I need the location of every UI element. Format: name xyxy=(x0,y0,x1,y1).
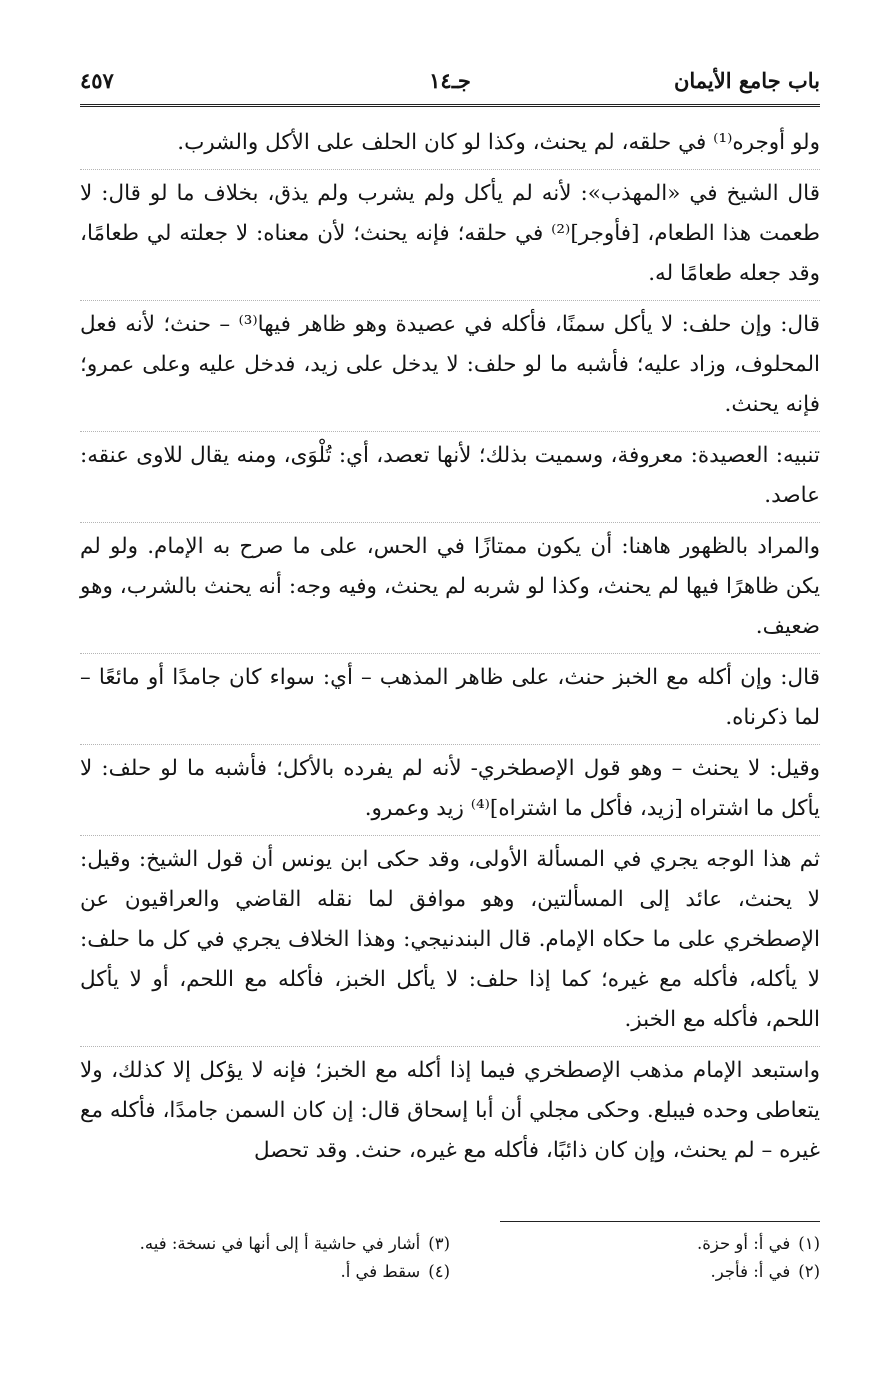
paragraph: قال: وإن حلف: لا يأكل سمنًا، فأكله في عصيدة وهو ظاهر فيها⁽³⁾ – حنث؛ لأنه فعل المحلوف، وزاد عليه؛ فأشبه ما لو حلف: لا يدخل على زيد، فدخل عليه وعلى عمرو؛ فإنه يحنث. xyxy=(80,305,820,432)
footnote-text: في أ: فأجر. xyxy=(710,1262,791,1281)
footnote xyxy=(450,1232,820,1256)
footnote-number: (١) xyxy=(798,1234,820,1253)
footnote xyxy=(80,1260,450,1284)
section-title: باب جامع الأيمان xyxy=(673,68,820,93)
paragraph: قال الشيخ في «المهذب»: لأنه لم يأكل ولم يشرب ولم يذق، بخلاف ما لو قال: لا طعمت هذا الطعام، [فأوجر]⁽²⁾ في حلقه؛ فإنه يحنث؛ لأن معناه: لا جعلته لي طعامًا، وقد جعله طعامًا له. xyxy=(80,174,820,301)
page-number: ٤٥٧ xyxy=(80,68,114,93)
book-page xyxy=(80,60,820,1340)
footnote xyxy=(80,1232,450,1256)
footnote-text: سقط في أ. xyxy=(340,1262,421,1281)
footnote-number: (٢) xyxy=(798,1262,820,1281)
paragraph: والمراد بالظهور هاهنا: أن يكون ممتازًا في الحس، على ما صرح به الإمام. ولو لم يكن ظاهرًا فيها لم يحنث، وكذا لو شربه لم يحنث، وفيه وجه: أنه يحنث بالشرب، وهو ضعيف. xyxy=(80,527,820,654)
footnote-text: في أ: أو حزة. xyxy=(696,1234,791,1253)
footnote-number: (٤) xyxy=(428,1262,450,1281)
footnote-text: أشار في حاشية أ إلى أنها في نسخة: فيه. xyxy=(139,1234,421,1253)
volume-label: جـ١٤ xyxy=(429,68,471,93)
paragraph: تنبيه: العصيدة: معروفة، وسميت بذلك؛ لأنها تعصد، أي: تُلْوَى، ومنه يقال للاوى عنقه: عاصد. xyxy=(80,436,820,523)
paragraph: ولو أوجره⁽¹⁾ في حلقه، لم يحنث، وكذا لو كان الحلف على الأكل والشرب. xyxy=(80,123,820,170)
footnote-divider xyxy=(500,1221,820,1222)
footnote-number: (٣) xyxy=(428,1234,450,1253)
paragraph: قال: وإن أكله مع الخبز حنث، على ظاهر المذهب – أي: سواء كان جامدًا أو مائعًا – لما ذكرناه. xyxy=(80,658,820,745)
paragraph: ثم هذا الوجه يجري في المسألة الأولى، وقد حكى ابن يونس أن قول الشيخ: وقيل: لا يحنث، عائد إلى المسألتين، وهو موافق لما نقله القاضي والعراقيون عن الإصطخري على ما حكاه الإمام. قال البندنيجي: وهذا الخلاف يجري في كل ما حلف: لا يأكله، فأكله مع غيره؛ كما إذا حلف: لا يأكل الخبز، فأكله مع اللحم، أو لا يأكل اللحم، فأكله مع الخبز. xyxy=(80,840,820,1047)
main-text xyxy=(80,123,820,1177)
footnote xyxy=(450,1260,820,1284)
page-header xyxy=(80,60,820,107)
paragraph: وقيل: لا يحنث – وهو قول الإصطخري- لأنه لم يفرده بالأكل؛ فأشبه ما لو حلف: لا يأكل ما اشتراه [زيد، فأكل ما اشتراه]⁽⁴⁾ زيد وعمرو. xyxy=(80,749,820,836)
footnotes xyxy=(80,1221,820,1284)
paragraph: واستبعد الإمام مذهب الإصطخري فيما إذا أكله مع الخبز؛ فإنه لا يؤكل إلا كذلك، ولا يتعاطى وحده فيبلع. وحكى مجلي أن أبا إسحاق قال: إن كان السمن جامدًا، فأكله مع غيره – لم يحنث، وإن كان ذائبًا، فأكله مع غيره، حنث. وقد تحصل xyxy=(80,1058,820,1163)
